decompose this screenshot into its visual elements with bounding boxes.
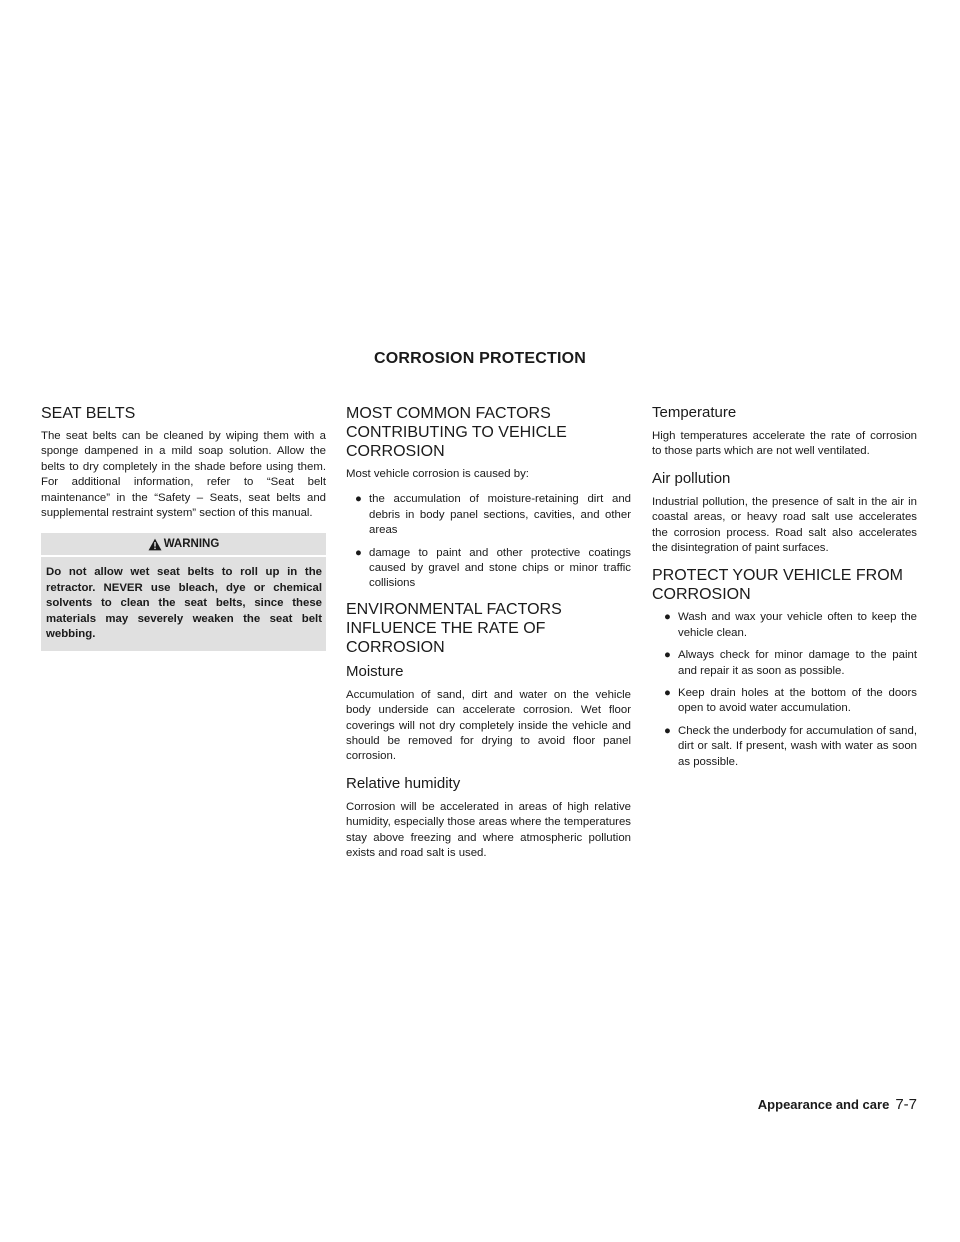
bullet-icon: ● [355,493,362,506]
seat-belts-heading: SEAT BELTS [41,405,136,422]
warning-icon [148,538,162,551]
environmental-heading: ENVIRONMENTAL FACTORS INFLUENCE THE RATE OF CORROSION [346,600,562,656]
warning-text: Do not allow wet seat belts to roll up in the retractor. NEVER use bleach, dye or chemical solvents to clean the seat belts, since these materials may severely weaken the seat belt webbing. [46,566,322,641]
factors-heading: MOST COMMON FACTORS CONTRIBUTING TO VEHICLE CORROSION [346,405,567,460]
moisture-heading: Moisture [346,662,404,680]
warning-label: WARNING [163,538,220,551]
protect-list [652,610,917,770]
list-item: ● Check the underbody for accumulation of sand, dirt or salt. If present, wash with water as soon as possible. [664,724,917,768]
factors-list [346,492,631,591]
humidity-paragraph: Corrosion will be accelerated in areas of high relative humidity, especially those areas where the temperatures stay above freezing and where atmospheric pollution exists and road salt is used. [346,800,631,860]
bullet-icon: ● [664,649,671,662]
list-item: ● the accumulation of moisture-retaining dirt and debris in body panel sections, cavities, and other areas [355,493,631,537]
moisture-paragraph: Accumulation of sand, dirt and water on the vehicle body underside can accelerate corrosion. Wet floor coverings will not dry completely inside the vehicle and should be removed for drying to avoid floor panel corrosion. [346,688,631,763]
warning-header [41,533,326,557]
column-middle [346,404,631,872]
column-right [652,404,917,778]
air-pollution-paragraph: Industrial pollution, the presence of salt in the air in coastal areas, or heavy road salt use accelerates the corrosion process. Road salt also accelerates the disintegration of paint surfaces. [652,495,917,555]
air-pollution-heading: Air pollution [652,469,731,487]
temperature-paragraph: High temperatures accelerate the rate of corrosion to those parts which are not well ventilated. [652,430,917,458]
footer-section-label: Appearance and care [757,1097,890,1112]
temperature-heading: Temperature [652,404,737,421]
protect-heading: PROTECT YOUR VEHICLE FROM CORROSION [652,567,903,604]
factors-intro: Most vehicle corrosion is caused by: [346,468,529,480]
list-item: ● Keep drain holes at the bottom of the doors open to avoid water accumulation. [664,687,917,715]
warning-box [41,533,326,651]
list-item: ● damage to paint and other protective coatings caused by gravel and stone chips or minor traffic collisions [355,546,631,590]
page-footer [758,1096,917,1113]
page-title: CORROSION PROTECTION [373,350,586,367]
bullet-icon: ● [355,546,362,559]
bullet-icon: ● [664,687,671,700]
bullet-icon: ● [664,611,671,624]
column-left [41,404,326,651]
list-item: ● Always check for minor damage to the paint and repair it as soon as possible. [664,649,917,677]
bullet-icon: ● [664,724,671,737]
humidity-heading: Relative humidity [346,774,461,792]
seat-belts-paragraph: The seat belts can be cleaned by wiping them with a sponge dampened in a mild soap solution. Allow the belts to dry completely in the shade before using them. For additional information, refer to “Seat belt maintenance” in the “Safety – Seats, seat belts and supplemental restraint system” section of this manual. [41,430,326,520]
list-item: ● Wash and wax your vehicle often to keep the vehicle clean. [664,611,917,639]
page-number: 7-7 [895,1096,917,1113]
